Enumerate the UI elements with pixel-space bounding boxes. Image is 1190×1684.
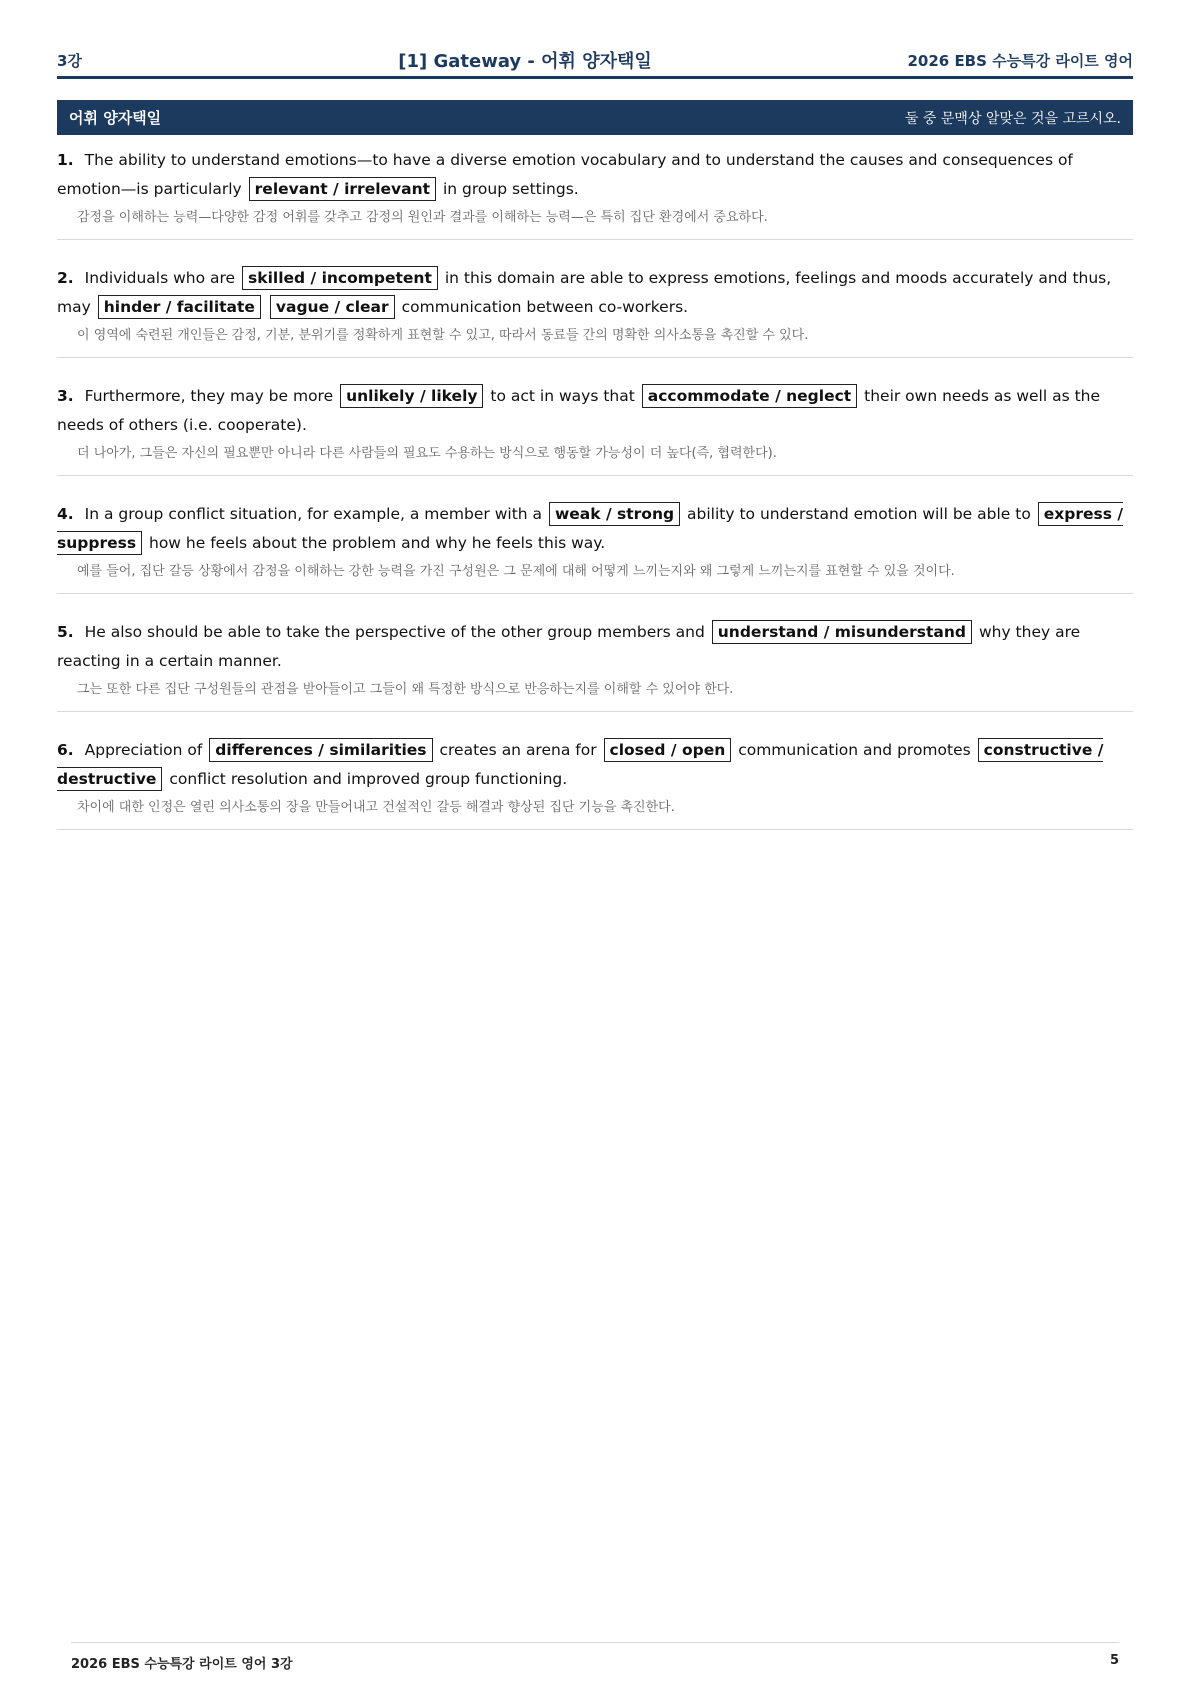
question-text: in this domain are able to express emotions, feelings and moods accurately and thus, may <box>57 269 1112 316</box>
choice-box[interactable]: weak / strong <box>549 502 680 526</box>
choice-box[interactable]: hinder / facilitate <box>98 295 261 319</box>
question-item <box>57 500 1133 594</box>
question-list <box>57 146 1133 854</box>
question-text: to act in ways that <box>490 387 635 405</box>
question-text: He also should be able to take the perspective of the other group members and <box>84 623 705 641</box>
question-text: in group settings. <box>442 179 579 198</box>
choice-box[interactable]: relevant / irrelevant <box>249 177 436 201</box>
choice-box[interactable]: constructive / destructive <box>57 738 1103 791</box>
question-text: how he feels about the problem and why he feels this way. <box>149 533 606 552</box>
question-item <box>57 264 1133 358</box>
choice-box[interactable]: closed / open <box>604 738 732 762</box>
question-text: The ability to understand emotions—to have a diverse emotion vocabulary and to understand the causes and consequences of emotion—is particularly <box>57 151 1073 198</box>
question-number: 6. <box>57 741 74 759</box>
section-banner <box>57 100 1133 135</box>
question-number: 4. <box>57 505 74 523</box>
choice-box[interactable]: skilled / incompetent <box>242 266 438 290</box>
page-title: [1] Gateway - 어휘 양자택일 <box>398 51 652 72</box>
page <box>57 0 1133 1684</box>
question-english <box>57 736 1133 793</box>
question-english <box>57 618 1133 675</box>
question-number: 2. <box>57 269 74 287</box>
question-translation: 더 나아가, 그들은 자신의 필요뿐만 아니라 다른 사람들의 필요도 수용하는 방식으로 행동할 가능성이 더 높다(즉, 협력한다). <box>77 446 777 461</box>
question-text: creates an arena for <box>439 741 597 759</box>
question-text: In a group conflict situation, for example, a member with a <box>84 505 543 523</box>
question-item <box>57 736 1133 830</box>
question-number: 5. <box>57 623 74 641</box>
section-instruction: 둘 중 문맥상 알맞은 것을 고르시오. <box>904 110 1121 127</box>
question-text: communication and promotes <box>738 741 971 759</box>
question-item <box>57 146 1133 240</box>
question-translation: 예를 들어, 집단 갈등 상황에서 감정을 이해하는 강한 능력을 가진 구성원은 그 문제에 대해 어떻게 느끼는지와 왜 그렇게 느끼는지를 표현할 수 있을 것이다. <box>77 564 955 579</box>
question-english <box>57 146 1133 203</box>
question-text: Furthermore, they may be more <box>84 387 334 405</box>
choice-box[interactable]: differences / similarities <box>209 738 432 762</box>
choice-box[interactable]: accommodate / neglect <box>642 384 857 408</box>
choice-box[interactable]: express / suppress <box>57 502 1123 555</box>
question-text: ability to understand emotion will be able to <box>687 505 1031 523</box>
choice-box[interactable]: understand / misunderstand <box>712 620 972 644</box>
question-text: conflict resolution and improved group functioning. <box>169 769 568 788</box>
lesson-label: 3강 <box>57 51 82 70</box>
question-number: 3. <box>57 387 74 405</box>
question-text: Appreciation of <box>84 741 203 759</box>
choice-box[interactable]: vague / clear <box>270 295 395 319</box>
question-item <box>57 382 1133 476</box>
question-text: why they are reacting in a certain manner. <box>57 623 1081 670</box>
question-text: their own needs as well as the needs of others (i.e. cooperate). <box>57 387 1101 434</box>
question-item <box>57 618 1133 712</box>
question-text: Individuals who are <box>84 269 236 287</box>
page-number: 5 <box>1109 1653 1119 1668</box>
question-english <box>57 264 1133 321</box>
question-translation: 이 영역에 숙련된 개인들은 감정, 기분, 분위기를 정확하게 표현할 수 있고, 따라서 동료들 간의 명확한 의사소통을 촉진할 수 있다. <box>77 328 809 343</box>
page-header <box>57 44 1133 79</box>
question-translation: 그는 또한 다른 집단 구성원들의 관점을 받아들이고 그들이 왜 특정한 방식으로 반응하는지를 이해할 수 있어야 한다. <box>77 682 734 697</box>
footer-text: 2026 EBS 수능특강 라이트 영어 3강 <box>71 1657 293 1672</box>
question-number: 1. <box>57 151 74 169</box>
page-footer <box>71 1642 1119 1672</box>
choice-box[interactable]: unlikely / likely <box>340 384 483 408</box>
question-english <box>57 382 1133 439</box>
section-title: 어휘 양자택일 <box>69 109 162 127</box>
question-translation: 감정을 이해하는 능력—다양한 감정 어휘를 갖추고 감정의 원인과 결과를 이해하는 능력—은 특히 집단 환경에서 중요하다. <box>77 210 768 225</box>
book-title: 2026 EBS 수능특강 라이트 영어 <box>907 51 1133 70</box>
question-english <box>57 500 1133 557</box>
question-text: communication between co-workers. <box>401 297 689 316</box>
question-translation: 차이에 대한 인정은 열린 의사소통의 장을 만들어내고 건설적인 갈등 해결과 향상된 집단 기능을 촉진한다. <box>77 800 675 815</box>
